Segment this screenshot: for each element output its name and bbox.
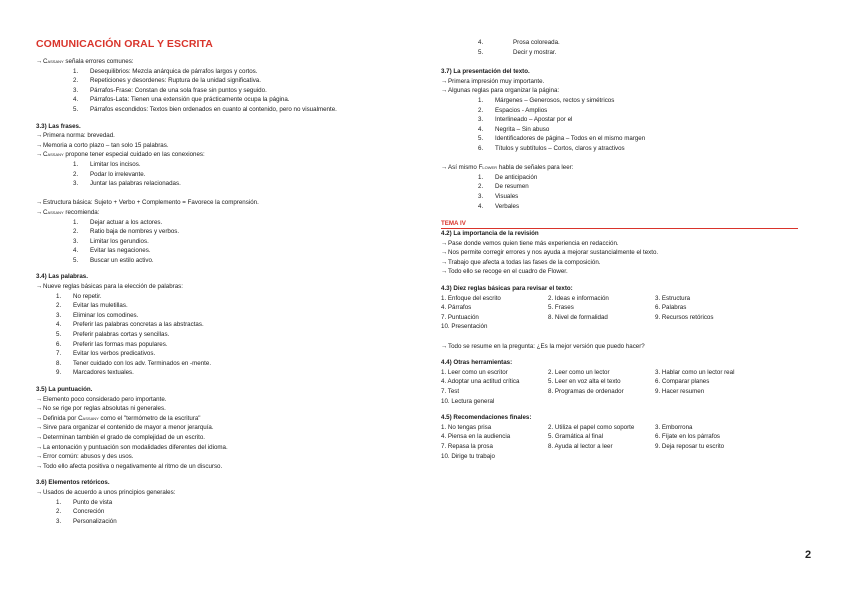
section-heading: 3.4) Las palabras. — [36, 273, 88, 281]
arrow-icon: → — [36, 395, 43, 403]
arrow-icon: → — [36, 405, 43, 413]
right-column — [441, 39, 811, 461]
tema-heading: TEMA IV — [441, 219, 798, 229]
list-item: 4. Evitar las negaciones. — [73, 247, 151, 255]
section-heading: 4.5) Recomendaciones finales: — [441, 414, 532, 422]
reglas-grid — [441, 294, 811, 332]
section-presentacion: 3.7) La presentación del texto. →Primera impresión muy importante. →Algunas reglas para organizar la página: 1. Márgenes – Generosos, rectos y simétricos 2. Espacios - Amplios 3. Interlineado – Apostar por el 4. Negrita – Sin abuso 5. Identificadores de página – Todos en el mismo margen 6. Títulos y subtítulos – Cortos, claros y atractivos →Así mismo Flower habla de señales para leer: 1. De anticipación 2. De resumen 3. Visuales 4. Verbales — [441, 67, 811, 211]
grid-cell: 5. Gramática al final — [548, 433, 604, 441]
list-item: 2. Repeticiones y desordenes: Ruptura de la unidad significativa. — [73, 77, 261, 85]
list-item: 7. Evitar los verbos predicativos. — [56, 350, 156, 358]
section-heading: 3.3) Las frases. — [36, 122, 81, 130]
list-item: 1. No repetir. — [56, 292, 102, 300]
grid-cell: 5. Frases — [548, 304, 574, 312]
list-item: 3. Interlineado – Apostar por el — [478, 116, 573, 124]
grid-cell: 3. Hablar como un lector real — [655, 368, 735, 376]
grid-cell: 3. Estructura — [655, 294, 691, 302]
grid-cell: 5. Leer en voz alta el texto — [548, 378, 621, 386]
arrow-icon: → — [441, 239, 448, 247]
arrow-icon: → — [36, 132, 43, 140]
list-item: 1. Desequilibrios: Mezcla anárquica de párrafos largos y cortos. — [73, 67, 258, 75]
grid-cell: 9. Hacer resumen — [655, 388, 705, 395]
list-item: 4. Verbales — [478, 202, 520, 210]
frases-list-2 — [36, 218, 426, 266]
list-item: 6. Títulos y subtítulos – Cortos, claros y atractivos — [478, 144, 625, 152]
list-item: 4. Párrafos-Lata: Tienen una extensión que prácticamente ocupa la página. — [73, 96, 290, 104]
arrow-icon: → — [441, 342, 448, 350]
list-item: 2. Ratio baja de nombres y verbos. — [73, 228, 180, 236]
section-frases: 3.3) Las frases. →Primera norma: brevedad. →Memoria a corto plazo – tan solo 15 palabras. →Cassany propone tener especial cuidado en las conexiones: 1. Limitar los incisos. 2. Podar lo irrelevante. 3. Juntar las palabras relacionadas. →Estructura básica: Sujeto + Verbo + Complemento = Favorece la comprensión. →Cassany recomienda: 1. Dejar actuar a los actores. 2. Ratio baja de nombres y verbos. 3. Limitar los gerundios. 4. Evitar las negaciones. 5. Buscar un estilo activo. — [36, 122, 426, 266]
list-item: 2. Podar lo irrelevante. — [73, 170, 146, 178]
list-item: 2. Espacios - Amplios — [478, 106, 548, 114]
grid-cell: 4. Adoptar una actitud crítica — [441, 378, 520, 386]
grid-cell: 2. Leer como un lector — [548, 368, 610, 376]
list-item: 9. Marcadores textuales. — [56, 369, 134, 377]
grid-cell: 10. Dirige tu trabajo — [441, 452, 495, 460]
section-heading: 3.5) La puntuación. — [36, 386, 93, 393]
grid-cell: 4. Piensa en la audiencia — [441, 433, 511, 441]
grid-cell: 2. Utiliza el papel como soporte — [548, 423, 635, 431]
grid-cell: 8. Nivel de formalidad — [548, 313, 608, 321]
list-item: 3. Párrafos-Frase: Constan de una sola frase sin puntos y seguido. — [73, 86, 267, 94]
presentacion-list — [441, 96, 811, 154]
grid-cell: 9. Deja reposar tu escrito — [655, 442, 725, 450]
palabras-list — [36, 292, 426, 378]
list-item: 1. Márgenes – Generosos, rectos y simétricos — [478, 96, 615, 104]
grid-cell: 2. Ideas e información — [548, 294, 609, 302]
list-item: 1. Limitar los incisos. — [73, 160, 141, 168]
grid-cell: 6. Comparar planes — [655, 378, 710, 386]
grid-cell: 4. Párrafos — [441, 304, 472, 312]
grid-cell: 8. Ayuda al lector a leer — [548, 442, 613, 450]
list-item: 3. Visuales — [478, 192, 519, 200]
flower-list — [441, 173, 811, 211]
list-item: 8. Tener cuidado con los adv. Terminados en -mente. — [56, 359, 212, 367]
grid-cell: 10. Presentación — [441, 323, 488, 331]
list-item: 3. Limitar los gerundios. — [73, 237, 149, 245]
section-heading: 4.3) Diez reglas básicas para revisar el texto: — [441, 285, 573, 293]
arrow-icon: → — [36, 462, 43, 470]
list-item: 5. Párrafos escondidos: Textos bien ordenados en cuanto al contenido, pero no visualmente. — [73, 105, 337, 113]
arrow-icon: → — [441, 77, 448, 85]
arrow-icon: → — [36, 453, 43, 461]
continued-list — [441, 38, 811, 57]
grid-cell: 10. Lectura general — [441, 397, 495, 405]
herramientas-grid — [441, 368, 811, 406]
list-item: 4. Prosa coloreada. — [478, 39, 560, 46]
page-number: 2 — [805, 549, 812, 561]
intro-list — [36, 67, 426, 115]
list-item: 5. Preferir palabras cortas y sencillas. — [56, 331, 170, 339]
list-item: 5. Decir y mostrar. — [478, 48, 557, 56]
list-item: 3. Juntar las palabras relacionadas. — [73, 180, 181, 188]
list-item: 1. Dejar actuar a los actores. — [73, 218, 163, 226]
arrow-icon: → — [36, 443, 43, 451]
list-item: 3. Eliminar los comodines. — [56, 311, 139, 319]
grid-cell: 1. Enfoque del escrito — [441, 294, 501, 302]
section-heading: 4.2) La importancia de la revisión — [441, 230, 539, 238]
section-palabras: 3.4) Las palabras. →Nueve reglas básicas para la elección de palabras: 1. No repetir. 2. Evitar las muletillas. 3. Eliminar los comodines. 4. Preferir las palabras concretas a las abstractas. 5. Preferir palabras cortas y sencillas. 6. Preferir las formas mas populares. 7. Evitar los verbos predicativos. 8. Tener cuidado con los adv. Terminados en -mente. 9. Marcadores textuales. — [36, 272, 426, 378]
arrow-icon: → — [36, 58, 43, 65]
arrow-icon: → — [36, 424, 43, 432]
section-heading: 3.6) Elementos retóricos. — [36, 479, 110, 487]
frases-list-1 — [36, 160, 426, 189]
grid-cell: 7. Test — [441, 388, 460, 395]
section-heading: 4.4) Otras herramientas: — [441, 359, 513, 367]
arrow-icon: → — [441, 87, 448, 95]
grid-cell: 8. Programas de ordenador — [548, 388, 624, 395]
arrow-icon: → — [441, 249, 448, 257]
arrow-icon: → — [441, 258, 448, 266]
arrow-icon: → — [36, 199, 43, 207]
list-item: 2. Concreción — [56, 508, 105, 516]
arrow-icon: → — [441, 164, 448, 172]
arrow-icon: → — [36, 151, 43, 159]
grid-cell: 1. No tengas prisa — [441, 423, 492, 431]
retoricos-list — [36, 498, 426, 527]
list-item: 1. De anticipación — [478, 173, 538, 181]
recomendaciones-grid — [441, 423, 811, 461]
arrow-icon: → — [36, 488, 43, 496]
document-title: COMUNICACIÓN ORAL Y ESCRITA — [36, 38, 213, 50]
list-item: 2. Evitar las muletillas. — [56, 302, 128, 310]
list-item: 3. Personalización — [56, 517, 117, 525]
arrow-icon: → — [36, 141, 43, 149]
list-item: 2. De resumen — [478, 183, 529, 191]
section-tema-iv: TEMA IV 4.2) La importancia de la revisión →Pase donde vemos quien tiene más experiencia en redacción. →Nos permite corregir errores y nos ayuda a mejorar sustancialmente el texto. →Trabajo que afecta a todas las fases de la composición. →Todo ello se recoge en el cuadro de Flower. 4.3) Diez reglas básicas para revisar el texto: 1. Enfoque del escrito 2. Ideas e información 3. Estructura 4. Párrafos 5. Frases 6. Palabras 7. Puntuación 8. Nivel de formalidad 9. Recursos retóricos 10. Presentación →Todo se resume en la pregunta: ¿Es la mejor versión que puedo hacer? 4.4) Otras herramientas: 1. Leer como un escritor 2. Leer como un lector 3. Hablar como un lector real 4. Adoptar una actitud crítica 5. Leer en voz alta el texto 6. Comparar planes 7. Test 8. Programas de ordenador 9. Hacer resumen 10. Lectura general 4.5) Recomendaciones finales: 1. No tengas prisa 2. Utiliza el papel como soporte 3. Emborrona 4. Piensa en la audiencia 5. Gramática al final 6. Fíjate en los párrafos 7. Repasa la prosa 8. Ayuda al lector a leer 9. Deja reposar tu escrito 10. Dirige tu trabajo — [441, 219, 811, 461]
list-item: 1. Punto de vista — [56, 498, 113, 506]
section-puntuacion: 3.5) La puntuación. →Elemento poco considerado pero importante. →No se rige por reglas absolutas ni generales. →Definida por Cassany como el "termómetro de la escritura" →Sirve para organizar el contenido de mayor a menor jerarquía. →Determinan también el grado de complejidad de un escrito. →La entonación y puntuación son modalidades diferentes del idioma. →Error común: abusos y des usos. →Todo ello afecta positiva o negativamente al ritmo de un discurso. — [36, 385, 426, 471]
list-item: 4. Negrita – Sin abuso — [478, 125, 550, 133]
grid-cell: 6. Fíjate en los párrafos — [655, 433, 721, 441]
section-retoricos: 3.6) Elementos retóricos. →Usados de acuerdo a unos principios generales: 1. Punto de vista 2. Concreción 3. Personalización — [36, 478, 426, 526]
arrow-icon: → — [36, 414, 43, 422]
left-column — [36, 38, 426, 526]
grid-cell: 3. Emborrona — [655, 423, 693, 431]
section-intro: →Cassany señala errores comunes: 1. Desequilibrios: Mezcla anárquica de párrafos largos y cortos. 2. Repeticiones y desordenes: Ruptura de la unidad significativa. 3. Párrafos-Frase: Constan de una sola frase sin puntos y seguido. 4. Párrafos-Lata: Tienen una extensión que prácticamente ocupa la página. 5. Párrafos escondidos: Textos bien ordenados en cuanto al contenido, pero no visualmente. — [36, 57, 426, 115]
grid-cell: 7. Repasa la prosa — [441, 442, 493, 450]
grid-cell: 1. Leer como un escritor — [441, 368, 508, 376]
arrow-icon: → — [36, 433, 43, 441]
arrow-icon: → — [36, 283, 43, 291]
list-item: 6. Preferir las formas mas populares. — [56, 340, 168, 348]
arrow-icon: → — [36, 208, 43, 216]
section-heading: 3.7) La presentación del texto. — [441, 68, 530, 76]
grid-cell: 9. Recursos retóricos — [655, 313, 714, 321]
list-item: 5. Identificadores de página – Todos en el mismo margen — [478, 135, 646, 143]
grid-cell: 7. Puntuación — [441, 313, 479, 321]
arrow-icon: → — [441, 268, 448, 276]
list-item: 5. Buscar un estilo activo. — [73, 256, 154, 264]
list-item: 4. Preferir las palabras concretas a las abstractas. — [56, 321, 204, 329]
grid-cell: 6. Palabras — [655, 304, 687, 312]
